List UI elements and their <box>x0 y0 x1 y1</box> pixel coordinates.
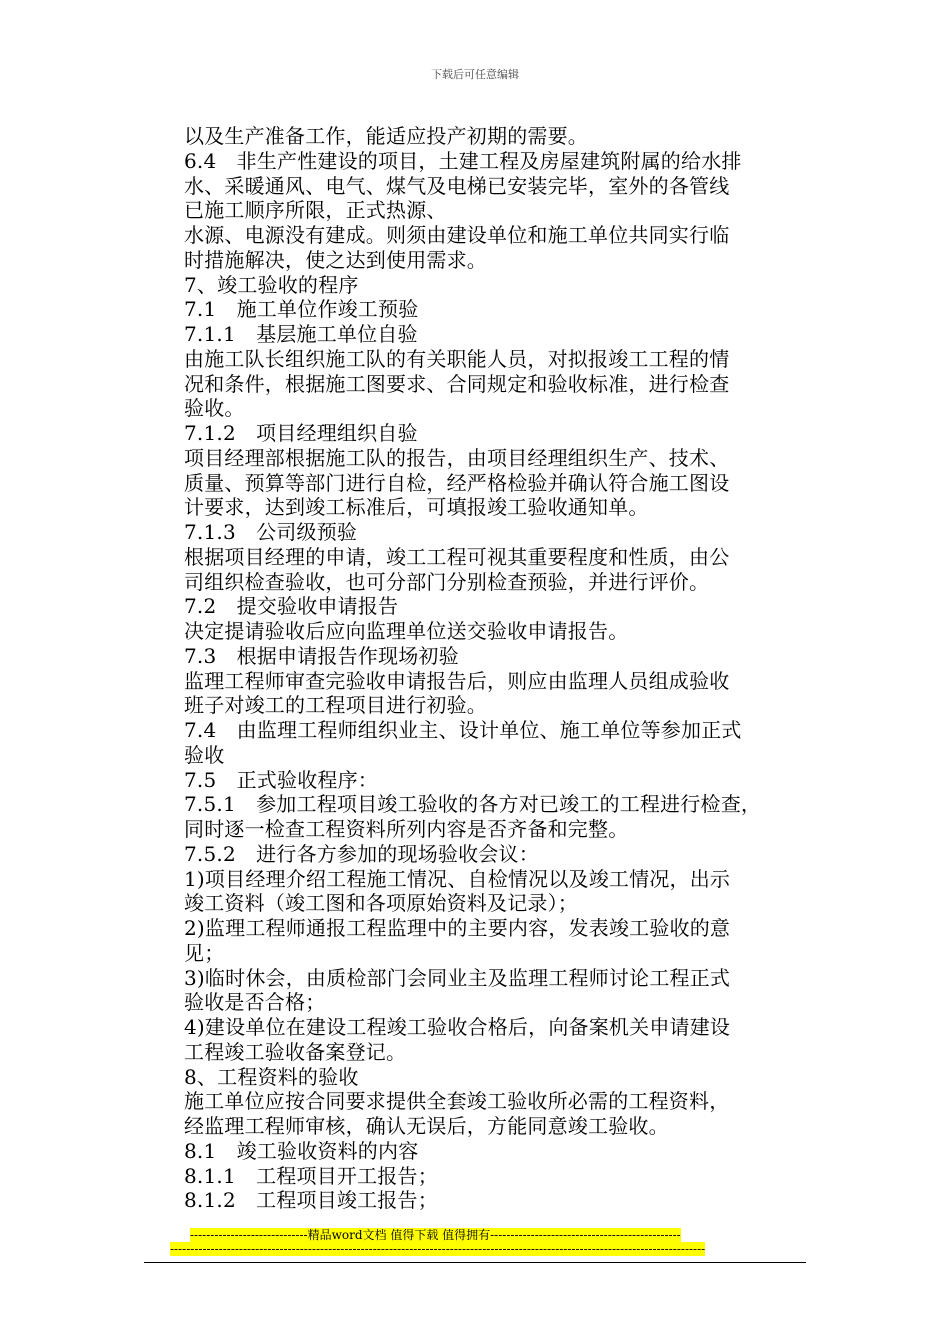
page-header: 下载后可任意编辑 <box>431 68 519 81</box>
text-line: 项目经理部根据施工队的报告，由项目经理组织生产、技术、 <box>184 445 730 470</box>
list-item: 4)建设单位在建设工程竣工验收合格后，向备案机关申请建设 <box>184 1015 731 1039</box>
subsection-heading: 7.1.1 基层施工单位自验 <box>184 322 418 346</box>
text-line: 况和条件，根据施工图要求、合同规定和验收标准，进行检查 <box>184 371 730 396</box>
text-line: 7.5.2 进行各方参加的现场验收会议： <box>184 841 539 866</box>
document-body <box>184 124 824 1213</box>
list-item: 1)项目经理介绍工程施工情况、自检情况以及竣工情况，出示 <box>184 866 731 891</box>
text-line: 8.1.2 工程项目竣工报告； <box>184 1188 438 1213</box>
subsection-heading: 8.1 竣工验收资料的内容 <box>184 1138 419 1163</box>
text-line: 已施工顺序所限，正式热源、 <box>184 198 447 223</box>
text-line: 班子对竣工的工程项目进行初验。 <box>184 693 487 718</box>
subsection-heading: 7.1 施工单位作竣工预验 <box>184 297 419 322</box>
page-footer <box>170 1228 780 1256</box>
text-line: 根据项目经理的申请，竣工工程可视其重要程度和性质，由公 <box>184 544 730 569</box>
section-heading: 7、竣工验收的程序 <box>184 272 359 297</box>
text-line: 6.4 非生产性建设的项目，土建工程及房屋建筑附属的给水排 <box>184 148 742 173</box>
text-line: 水、采暖通风、电气、煤气及电梯已安装完毕，室外的各管线 <box>184 173 730 198</box>
subsection-heading: 7.3 根据申请报告作现场初验 <box>184 643 459 668</box>
subsection-heading: 7.1.3 公司级预验 <box>184 520 358 544</box>
text-line: 以及生产准备工作，能适应投产初期的需要。 <box>184 124 588 148</box>
text-line: 由施工队长组织施工队的有关职能人员，对拟报竣工工程的情 <box>184 346 730 371</box>
text-line: 监理工程师审查完验收申请报告后，则应由监理人员组成验收 <box>184 668 730 693</box>
subsection-heading: 7.4 由监理工程师组织业主、设计单位、施工单位等参加正式 <box>184 718 742 742</box>
footer-divider <box>144 1262 806 1263</box>
subsection-heading: 7.1.2 项目经理组织自验 <box>184 421 418 445</box>
text-line: 时措施解决，使之达到使用需求。 <box>184 247 487 272</box>
subsection-heading: 7.2 提交验收申请报告 <box>184 594 399 619</box>
text-line: 质量、预算等部门进行自检，经严格检验并确认符合施工图设 <box>184 470 730 495</box>
text-line: 经监理工程师审核，确认无误后，方能同意竣工验收。 <box>184 1114 669 1138</box>
text-line: 工程竣工验收备案登记。 <box>184 1039 407 1064</box>
text-line: 7.5.1 参加工程项目竣工验收的各方对已竣工的工程进行检查， <box>184 792 762 817</box>
text-line: 计要求，达到竣工标准后，可填报竣工验收通知单。 <box>184 495 649 520</box>
text-line: 竣工资料（竣工图和各项原始资料及记录）； <box>184 891 578 916</box>
text-line: 验收 <box>184 742 225 767</box>
footer-banner <box>170 1228 780 1242</box>
footer-dashes <box>170 1242 780 1256</box>
text-line: 水源、电源没有建成。则须由建设单位和施工单位共同实行临 <box>184 223 730 247</box>
text-line: 施工单位应按合同要求提供全套竣工验收所必需的工程资料， <box>184 1089 730 1114</box>
text-line: 见； <box>184 940 225 965</box>
footer-dashes-text: ------------------------------------------------------------------------------------------------------------------------------------ <box>170 1242 706 1256</box>
text-line: 8.1.1 工程项目开工报告； <box>184 1163 438 1188</box>
text-line: 司组织检查验收，也可分部门分别检查预验，并进行评价。 <box>184 569 710 594</box>
section-heading: 8、工程资料的验收 <box>184 1064 359 1089</box>
list-item: 2)监理工程师通报工程监理中的主要内容，发表竣工验收的意 <box>184 916 731 940</box>
text-line: 决定提请验收后应向监理单位送交验收申请报告。 <box>184 619 629 643</box>
list-item: 3)临时休会，由质检部门会同业主及监理工程师讨论工程正式 <box>184 965 731 990</box>
text-line: 验收是否合格； <box>184 990 326 1015</box>
text-line: 验收。 <box>184 396 245 421</box>
text-line: 同时逐一检查工程资料所列内容是否齐备和完整。 <box>184 817 629 841</box>
footer-banner-text: -----------------------------精品word文档 值得下载 值得拥有----------------------------------------------- <box>190 1228 681 1242</box>
subsection-heading: 7.5 正式验收程序： <box>184 767 379 792</box>
